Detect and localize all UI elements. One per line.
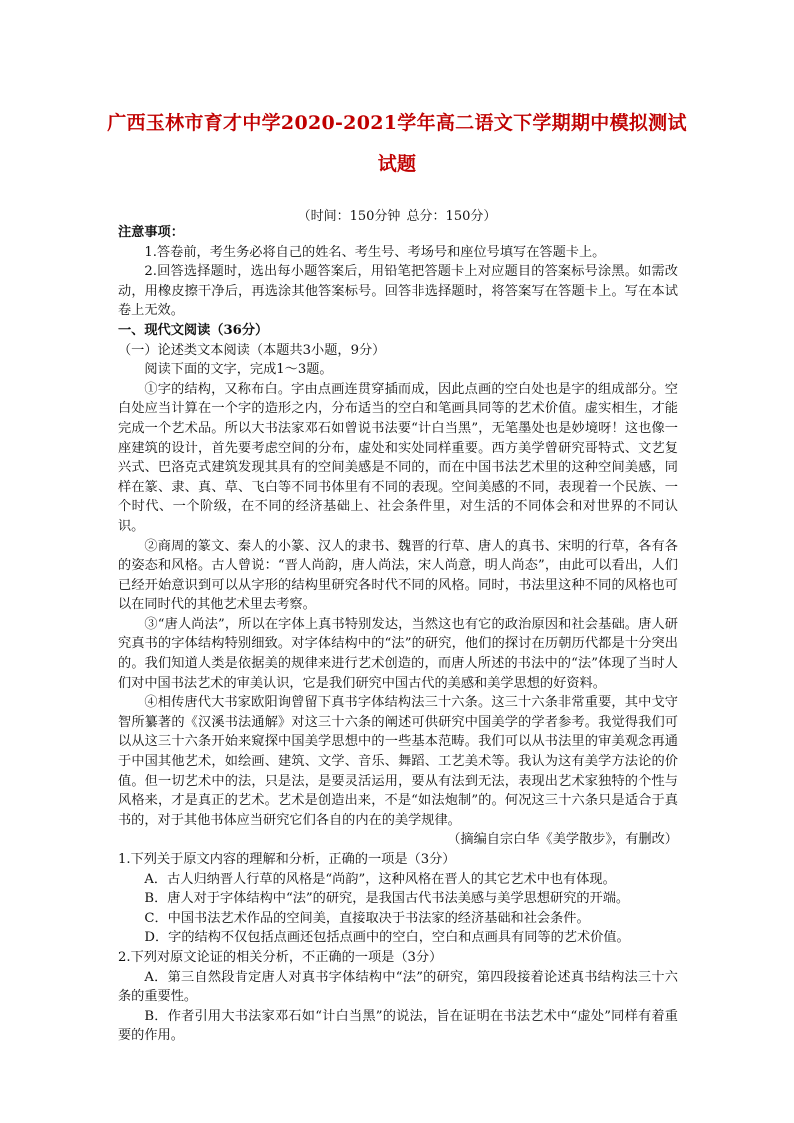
- notice-heading: 注意事项：: [118, 225, 184, 240]
- question-1-option-d: D．字的结构不仅包括点画还包括点画中的空白，空白和点画具有同等的艺术价值。: [144, 930, 630, 946]
- question-2-stem: 2.下列对原文论证的相关分析，不正确的一项是（3分）: [118, 949, 443, 965]
- exam-info: （时间：150分钟 总分：150分）: [297, 209, 497, 224]
- question-1-option-a: A．古人归纳晋人行草的风格是“尚韵”，这种风格在晋人的其它艺术中也有体现。: [144, 871, 616, 887]
- question-1-option-c: C．中国书法艺术作品的空间美，直接取决于书法家的经济基础和社会条件。: [144, 910, 590, 926]
- reading-instruction: 阅读下面的文字，完成1～3题。: [144, 362, 333, 378]
- question-2-option-b: B．作者引用大书法家邓石如“计白当黑”的说法，旨在证明在书法艺术中“虚处”同样有着重要的作用。: [118, 1008, 678, 1044]
- passage-paragraph-2: ②商周的篆文、秦人的小篆、汉人的隶书、魏晋的行草、唐人的真书、宋明的行草，各有各的姿态和风格。古人曾说：“晋人尚韵，唐人尚法，宋人尚意，明人尚态”，由此可以看出，人们已经开始意识到可以从字形的结构里研究各时代不同的风格。同时，书法里这种不同的风格也可以在同时代的其他艺术里去考察。: [118, 538, 678, 613]
- notice-item-2: 2.回答选择题时，选出每小题答案后，用铅笔把答题卡上对应题目的答案标号涂黑。如需改动，用橡皮擦干净后，再选涂其他答案标号。回答非选择题时，将答案写在答题卡上。写在本试卷上无效。: [118, 264, 678, 319]
- passage-paragraph-3: ③“唐人尚法”，所以在字体上真书特别发达，当然这也有它的政治原因和社会基础。唐人研究真书的字体结构特别细致。对字体结构中的“法”的研究，他们的探讨在历朝历代都是十分突出的。我们知道人类是依据美的规律来进行艺术创造的，而唐人所述的书法中的“法”体现了当时人们对中国书法艺术的审美认识，它是我们研究中国古代的美感和美学思想的好资料。: [118, 616, 678, 691]
- passage-paragraph-4: ④相传唐代大书家欧阳询曾留下真书字体结构法三十六条。这三十六条非常重要，其中戈守智所纂著的《汉溪书法通解》对这三十六条的阐述可供研究中国美学的学者参考。我觉得我们可以从这三十六条开始来窥探中国美学思想中的一些基本范畴。我们可以从书法里的审美观念再通于中国其他艺术，如绘画、建筑、文学、音乐、舞蹈、工艺美术等。我认为这有美学方法论的价值。但一切艺术中的法，只是法，是要灵活运用，要从有法到无法，表现出艺术家独特的个性与风格来，才是真正的艺术。艺术是创造出来，不是“如法炮制”的。何况这三十六条只是适合于真书的，对于其他书体应当研究它们各自的内在的美学规律。: [118, 695, 678, 828]
- passage-paragraph-1: ①字的结构，又称布白。字由点画连贯穿插而成，因此点画的空白处也是字的组成部分。空白处应当计算在一个字的造形之内，分布适当的空白和笔画具同等的艺术价值。虚实相生，才能完成一个艺术品。所以大书法家邓石如曾说书法要“计白当黑”，无笔墨处也是妙境呀！这也像一座建筑的设计，首先要考虑空间的分布，虚处和实处同样重要。西方美学曾研究哥特式、文艺复兴式、巴洛克式建筑发现其具有的空间美感是不同的，而在中国书法艺术里的这种空间美感，同样在篆、隶、真、草、飞白等不同书体里有不同的表现。空间美感的不同，表现着一个民族、一个时代、一个阶级，在不同的经济基础上、社会条件里，对生活的不同体会和对世界的不同认识。: [118, 381, 678, 534]
- document-title-continued: 试题: [377, 153, 417, 175]
- question-1-stem: 1.下列关于原文内容的理解和分析，正确的一项是（3分）: [118, 852, 456, 867]
- document-body: [118, 223, 678, 1046]
- question-1-option-b: B．唐人对于字体结构中“法”的研究，是我国古代书法美感与美学思想研究的开端。: [144, 891, 630, 907]
- document-title: 广西玉林市育才中学2020-2021学年高二语文下学期期中模拟测试: [107, 112, 687, 134]
- notice-item-1: 1.答卷前，考生务必将自己的姓名、考生号、考场号和座位号填写在答题卡上。: [144, 244, 606, 260]
- subsection-heading: （一）论述类文本阅读（本题共3小题，9分）: [118, 342, 386, 358]
- question-2-option-a: A．第三自然段肯定唐人对真书字体结构中“法”的研究，第四段接着论述真书结构法三十六条的重要性。: [118, 969, 678, 1005]
- passage-source: （摘编自宗白华《美学散步》，有删改）: [447, 832, 678, 848]
- section-heading: 一、现代文阅读（36分）: [118, 322, 269, 338]
